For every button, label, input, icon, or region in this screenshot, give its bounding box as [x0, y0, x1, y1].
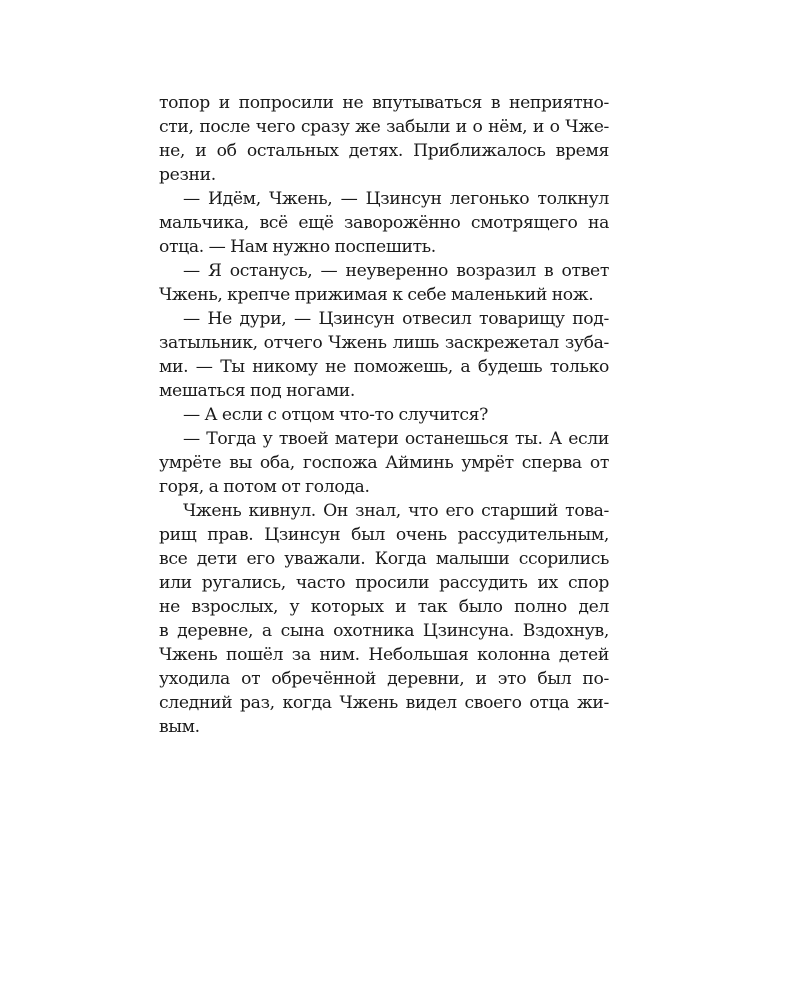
- text-line: отца. — Нам нужно поспешить.: [159, 237, 436, 257]
- text-line: горя, а потом от голода.: [159, 477, 370, 497]
- text-line: не взрослых, у которых и так было полно дел: [159, 597, 609, 617]
- text-line: уходила от обречённой деревни, и это был по-: [159, 669, 609, 689]
- text-line: резни.: [159, 165, 216, 185]
- text-line: — Тогда у твоей матери останешься ты. А если: [183, 429, 609, 449]
- body-text: [159, 91, 609, 739]
- text-line: Чжень, крепче прижимая к себе маленький нож.: [159, 285, 594, 305]
- text-line: Чжень кивнул. Он знал, что его старший това-: [183, 501, 609, 521]
- text-line: вым.: [159, 717, 200, 737]
- text-line: топор и попросили не впутываться в неприятно-: [159, 93, 609, 113]
- text-line: рищ прав. Цзинсун был очень рассудительным,: [159, 525, 609, 545]
- text-line: — Идём, Чжень, — Цзинсун легонько толкнул: [183, 189, 609, 209]
- text-line: мешаться под ногами.: [159, 381, 355, 401]
- text-line: мальчика, всё ещё заворожённо смотрящего на: [159, 213, 609, 233]
- text-line: ми. — Ты никому не поможешь, а будешь только: [159, 357, 609, 377]
- text-line: в деревне, а сына охотника Цзинсуна. Вздохнув,: [159, 621, 609, 641]
- text-line: не, и об остальных детях. Приближалось время: [159, 141, 609, 161]
- text-line: затыльник, отчего Чжень лишь заскрежетал зуба-: [159, 333, 609, 353]
- text-line: — Не дури, — Цзинсун отвесил товарищу под-: [183, 309, 609, 329]
- text-line: сти, после чего сразу же забыли и о нём, и о Чже-: [159, 117, 609, 137]
- text-line: — Я останусь, — неуверенно возразил в ответ: [183, 261, 609, 281]
- text-line: все дети его уважали. Когда малыши ссорились: [159, 549, 609, 569]
- text-line: — А если с отцом что-то случится?: [183, 405, 489, 425]
- text-line: умрёте вы оба, госпожа Айминь умрёт сперва от: [159, 453, 609, 473]
- text-line: Чжень пошёл за ним. Небольшая колонна детей: [159, 645, 609, 665]
- text-line: следний раз, когда Чжень видел своего отца жи-: [159, 693, 609, 713]
- text-line: или ругались, часто просили рассудить их спор: [159, 573, 609, 593]
